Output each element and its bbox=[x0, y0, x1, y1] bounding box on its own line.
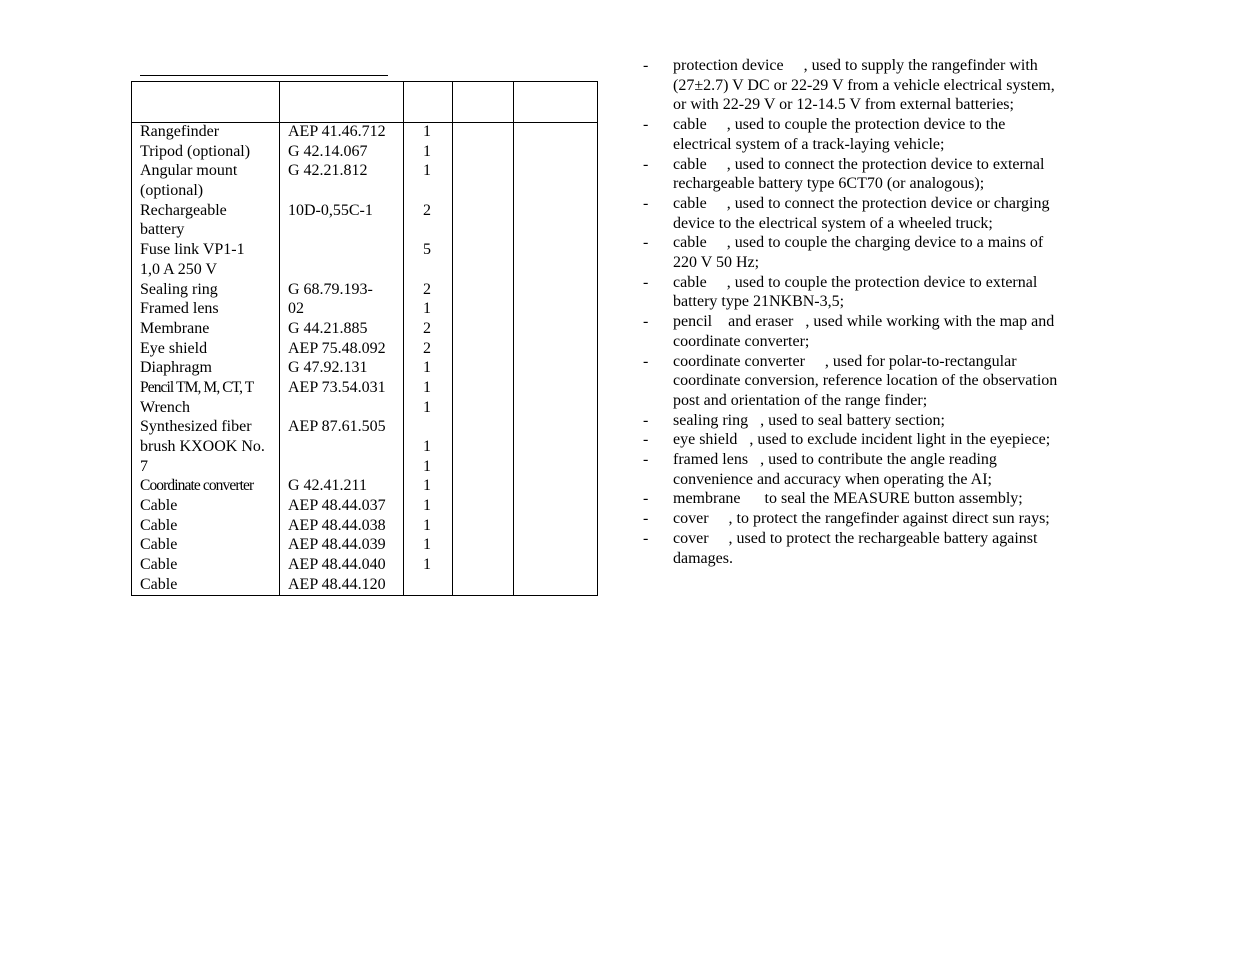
table-cell-designation: AEP 48.44.039 bbox=[288, 536, 386, 554]
table-cell-quantity: 1 bbox=[423, 438, 431, 455]
table-cell-name: Wrench bbox=[140, 398, 190, 416]
table-cell-quantity bbox=[423, 417, 443, 437]
list-bullet: - bbox=[643, 510, 649, 528]
table-cell-name: Tripod (optional) bbox=[140, 142, 251, 160]
table-cell-quantity: 1 bbox=[423, 556, 431, 574]
list-bullet: - bbox=[643, 451, 649, 469]
table-cell-name: Membrane bbox=[140, 319, 210, 337]
list-item-line: sealing ring , used to seal battery section; bbox=[673, 411, 945, 429]
list-item-line: cover , used to protect the rechargeable battery against bbox=[673, 529, 1038, 547]
list-bullet: - bbox=[643, 234, 649, 252]
table-cell-designation: G 42.14.067 bbox=[288, 142, 368, 160]
list-item-line: 220 V 50 Hz; bbox=[673, 254, 760, 272]
table-cell-quantity bbox=[423, 260, 443, 280]
table-cell-designation: G 42.21.812 bbox=[288, 162, 368, 180]
table-cell-quantity: 2 bbox=[423, 319, 431, 337]
table-cell-name: Cable bbox=[140, 575, 178, 593]
list-bullet: - bbox=[643, 431, 649, 449]
list-item bbox=[643, 56, 1103, 115]
list-item-line: (27±2.7) V DC or 22-29 V from a vehicle electrical system, bbox=[673, 76, 1055, 94]
list-item-line: coordinate conversion, reference location of the observation bbox=[673, 372, 1058, 390]
table-cell-name: brush KXOOK No. bbox=[140, 438, 265, 455]
list-item bbox=[643, 450, 1103, 489]
table-cell-quantity bbox=[423, 181, 443, 201]
table-cell-name: Diaphragm bbox=[140, 359, 212, 377]
list-item-line: or with 22-29 V or 12-14.5 V from external batteries; bbox=[673, 96, 1014, 114]
quantity-column bbox=[423, 122, 443, 595]
list-item-line: convenience and accuracy when operating the AI; bbox=[673, 470, 992, 488]
table-cell-quantity: 1 bbox=[423, 536, 431, 554]
table-cell-quantity: 1 bbox=[423, 457, 431, 475]
list-item-line: eye shield , used to exclude incident light in the eyepiece; bbox=[673, 431, 1051, 449]
table-cell-designation: AEP 48.44.038 bbox=[288, 516, 386, 534]
list-item bbox=[643, 529, 1103, 568]
designation-column bbox=[288, 122, 402, 595]
table-divider bbox=[403, 82, 404, 595]
list-bullet: - bbox=[643, 352, 649, 370]
table-cell-designation: AEP 48.44.040 bbox=[288, 556, 386, 574]
table-cell-name: 7 bbox=[140, 457, 148, 475]
list-item-line: cover , to protect the rangefinder against direct sun rays; bbox=[673, 510, 1050, 528]
list-bullet: - bbox=[643, 411, 649, 429]
list-item bbox=[643, 411, 1103, 431]
table-cell-name: Framed lens bbox=[140, 300, 219, 318]
table-cell-name: Angular mount bbox=[140, 162, 238, 180]
table-cell-name: 1,0 A 250 V bbox=[140, 260, 218, 278]
list-item-line: coordinate converter; bbox=[673, 332, 810, 350]
table-cell-quantity: 1 bbox=[423, 359, 431, 377]
table-cell-designation bbox=[288, 457, 402, 477]
list-item bbox=[643, 509, 1103, 529]
list-bullet: - bbox=[643, 490, 649, 508]
table-cell-name: Pencil TM, M, CT, T bbox=[140, 378, 254, 396]
list-bullet: - bbox=[643, 273, 649, 291]
list-item bbox=[643, 312, 1103, 351]
table-cell-designation: AEP 73.54.031 bbox=[288, 378, 386, 396]
table-cell-quantity bbox=[423, 575, 443, 595]
list-bullet: - bbox=[643, 194, 649, 212]
list-item bbox=[643, 233, 1103, 272]
list-bullet: - bbox=[643, 116, 649, 134]
table-cell-name: Cable bbox=[140, 556, 178, 574]
table-cell-quantity: 1 bbox=[423, 300, 431, 318]
list-item-line: protection device , used to supply the rangefinder with bbox=[673, 57, 1038, 74]
table-cell-designation bbox=[288, 240, 402, 260]
table-cell-quantity: 5 bbox=[423, 241, 431, 259]
list-bullet: - bbox=[643, 155, 649, 173]
list-item-line: electrical system of a track-laying vehicle; bbox=[673, 135, 945, 153]
list-item-line: rechargeable battery type 6CT70 (or analogous); bbox=[673, 175, 985, 193]
list-item-line: device to the electrical system of a wheeled truck; bbox=[673, 214, 993, 232]
list-item-line: damages. bbox=[673, 549, 733, 567]
table-divider bbox=[452, 82, 453, 595]
list-item-line: post and orientation of the range finder; bbox=[673, 391, 928, 409]
table-cell-quantity: 1 bbox=[423, 516, 431, 534]
table-cell-designation: AEP 41.46.712 bbox=[288, 123, 386, 140]
list-bullet: - bbox=[643, 313, 649, 331]
list-bullet: - bbox=[643, 529, 649, 547]
list-item bbox=[643, 194, 1103, 233]
table-cell-name: battery bbox=[140, 221, 185, 239]
heading-rule bbox=[140, 75, 388, 76]
table-cell-designation bbox=[288, 220, 402, 240]
list-item-line: cable , used to couple the protection device to external bbox=[673, 273, 1038, 291]
table-cell-designation: G 44.21.885 bbox=[288, 319, 368, 337]
table-cell-quantity: 1 bbox=[423, 142, 431, 160]
table-cell-quantity: 2 bbox=[423, 280, 431, 298]
list-item-line: cable , used to connect the protection device or charging bbox=[673, 194, 1050, 212]
table-cell-designation bbox=[288, 398, 402, 418]
list-item-line: cable , used to connect the protection device to external bbox=[673, 155, 1045, 173]
table-divider bbox=[279, 82, 280, 595]
list-item bbox=[643, 352, 1103, 411]
list-item-line: cable , used to couple the charging device to a mains of bbox=[673, 234, 1044, 252]
table-cell-designation: G 47.92.131 bbox=[288, 359, 368, 377]
table-cell-quantity: 1 bbox=[423, 378, 431, 396]
list-item-line: pencil and eraser , used while working with the map and bbox=[673, 313, 1055, 331]
table-cell-quantity: 1 bbox=[423, 123, 431, 140]
list-item-line: battery type 21NKBN-3,5; bbox=[673, 293, 845, 311]
list-item bbox=[643, 489, 1103, 509]
list-item-line: framed lens , used to contribute the angle reading bbox=[673, 451, 997, 469]
table-cell-designation bbox=[288, 260, 402, 280]
table-cell-quantity: 1 bbox=[423, 497, 431, 515]
table-cell-quantity bbox=[423, 220, 443, 240]
name-column bbox=[140, 122, 277, 595]
table-cell-designation bbox=[288, 437, 402, 457]
table-cell-name: Cable bbox=[140, 536, 178, 554]
list-item bbox=[643, 273, 1103, 312]
table-cell-name: Rangefinder bbox=[140, 123, 220, 140]
table-cell-quantity: 1 bbox=[423, 398, 431, 416]
table-cell-quantity: 1 bbox=[423, 477, 431, 495]
table-cell-name: Cable bbox=[140, 516, 178, 534]
table-cell-name: Sealing ring bbox=[140, 280, 218, 298]
table-divider bbox=[513, 82, 514, 595]
list-item-line: cable , used to couple the protection device to the bbox=[673, 116, 1006, 134]
table-cell-designation: AEP 48.44.120 bbox=[288, 575, 386, 593]
table-cell-name: Coordinate converter bbox=[140, 477, 254, 495]
table-cell-name: (optional) bbox=[140, 182, 204, 200]
component-list bbox=[643, 56, 1103, 568]
table-cell-designation: G 68.79.193- bbox=[288, 280, 373, 298]
table-cell-designation: 02 bbox=[288, 300, 304, 318]
table-cell-designation: G 42.41.211 bbox=[288, 477, 367, 495]
table-cell-designation: AEP 87.61.505 bbox=[288, 418, 386, 436]
table-cell-designation: AEP 75.48.092 bbox=[288, 339, 386, 357]
list-item bbox=[643, 115, 1103, 154]
table-cell-name: Synthesized fiber bbox=[140, 418, 252, 436]
table-cell-name: Fuse link VP1-1 bbox=[140, 241, 245, 259]
table-cell-designation bbox=[288, 181, 402, 201]
list-item bbox=[643, 430, 1103, 450]
list-item-line: membrane to seal the MEASURE button assembly; bbox=[673, 490, 1023, 508]
list-item-line: coordinate converter , used for polar-to-rectangular bbox=[673, 352, 1017, 370]
table-cell-name: Cable bbox=[140, 497, 178, 515]
list-item bbox=[643, 155, 1103, 194]
table-cell-quantity: 2 bbox=[423, 339, 431, 357]
table-cell-quantity: 1 bbox=[423, 162, 431, 180]
list-bullet: - bbox=[643, 57, 649, 74]
table-cell-designation: AEP 48.44.037 bbox=[288, 497, 386, 515]
table-cell-designation: 10D-0,55C-1 bbox=[288, 201, 373, 219]
parts-table bbox=[131, 81, 598, 596]
table-cell-quantity: 2 bbox=[423, 201, 431, 219]
table-cell-name: Rechargeable bbox=[140, 201, 227, 219]
table-cell-name: Eye shield bbox=[140, 339, 208, 357]
